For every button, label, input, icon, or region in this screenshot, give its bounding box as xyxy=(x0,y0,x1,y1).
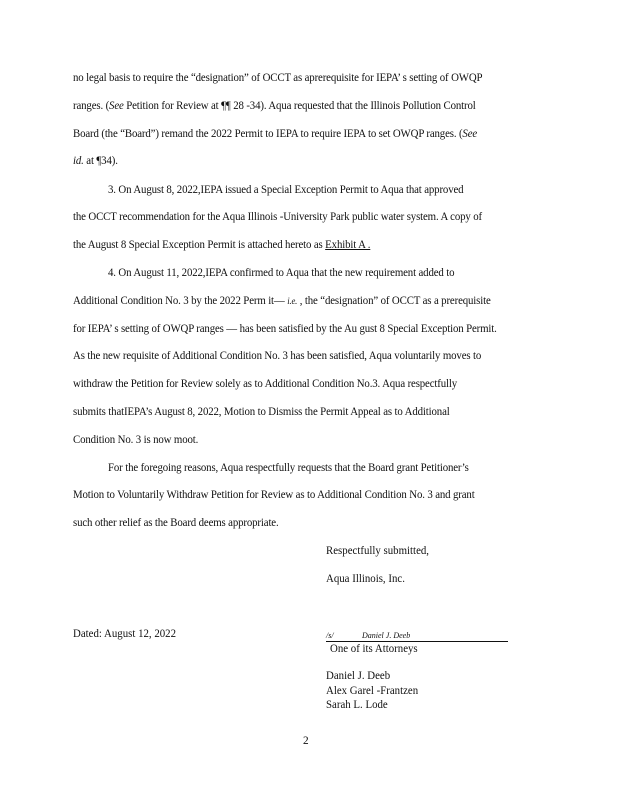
signature-line xyxy=(326,641,508,642)
body-line: for IEPA’ s setting of OWQP ranges — has been satisfied by the Au gust 8 Special Exception Permit. xyxy=(73,323,497,335)
party-name: Aqua Illinois, Inc. xyxy=(326,573,405,585)
body-line: As the new requisite of Additional Condition No. 3 has been satisfied, Aqua voluntarily moves to xyxy=(73,350,482,362)
signature-prefix: /s/ xyxy=(326,631,334,640)
paragraph-3: 3. On August 8, 2022,IEPA issued a Special Exception Permit to Aqua that approved xyxy=(108,184,464,196)
body-line: the August 8 Special Exception Permit is attached hereto as Exhibit A . xyxy=(73,239,371,251)
exhibit-reference: Exhibit A . xyxy=(325,239,371,251)
body-line: withdraw the Petition for Review solely as to Additional Condition No.3. Aqua respectfully xyxy=(73,378,458,390)
respectfully-submitted: Respectfully submitted, xyxy=(326,545,430,557)
body-line: Additional Condition No. 3 by the 2022 Perm it— i.e. , the “designation” of OCCT as a prerequisite xyxy=(73,295,491,307)
body-line: ranges. (See Petition for Review at ¶¶ 28 -34). Aqua requested that the Illinois Pollution Control xyxy=(73,100,476,112)
paragraph-4: 4. On August 11, 2022,IEPA confirmed to Aqua that the new requirement added to xyxy=(108,267,455,279)
body-line: Condition No. 3 is now moot. xyxy=(73,434,199,446)
attorney-name: Sarah L. Lode xyxy=(326,699,388,711)
body-line: Motion to Voluntarily Withdraw Petition for Review as to Additional Condition No. 3 and grant xyxy=(73,489,475,501)
body-line: the OCCT recommendation for the Aqua Illinois -University Park public water system. A copy of xyxy=(73,211,482,223)
body-line: Board (the “Board”) remand the 2022 Permit to IEPA to require IEPA to set OWQP ranges. (See xyxy=(73,128,478,140)
paragraph-conclusion: For the foregoing reasons, Aqua respectfully requests that the Board grant Petitioner’s xyxy=(108,462,469,474)
page-number: 2 xyxy=(303,735,309,747)
electronic-signature: Daniel J. Deeb xyxy=(362,631,411,640)
attorney-name: Daniel J. Deeb xyxy=(326,670,391,682)
date-line: Dated: August 12, 2022 xyxy=(73,628,177,640)
attorney-name: Alex Garel -Frantzen xyxy=(326,685,419,697)
body-line: no legal basis to require the “designation” of OCCT as aprerequisite for IEPA’ s setting of OWQP xyxy=(73,72,483,84)
signature-caption: One of its Attorneys xyxy=(330,643,418,655)
body-line: such other relief as the Board deems appropriate. xyxy=(73,517,279,529)
body-line: id. at ¶34). xyxy=(73,155,118,167)
body-line: submits thatIEPA’s August 8, 2022, Motion to Dismiss the Permit Appeal as to Additional xyxy=(73,406,450,418)
